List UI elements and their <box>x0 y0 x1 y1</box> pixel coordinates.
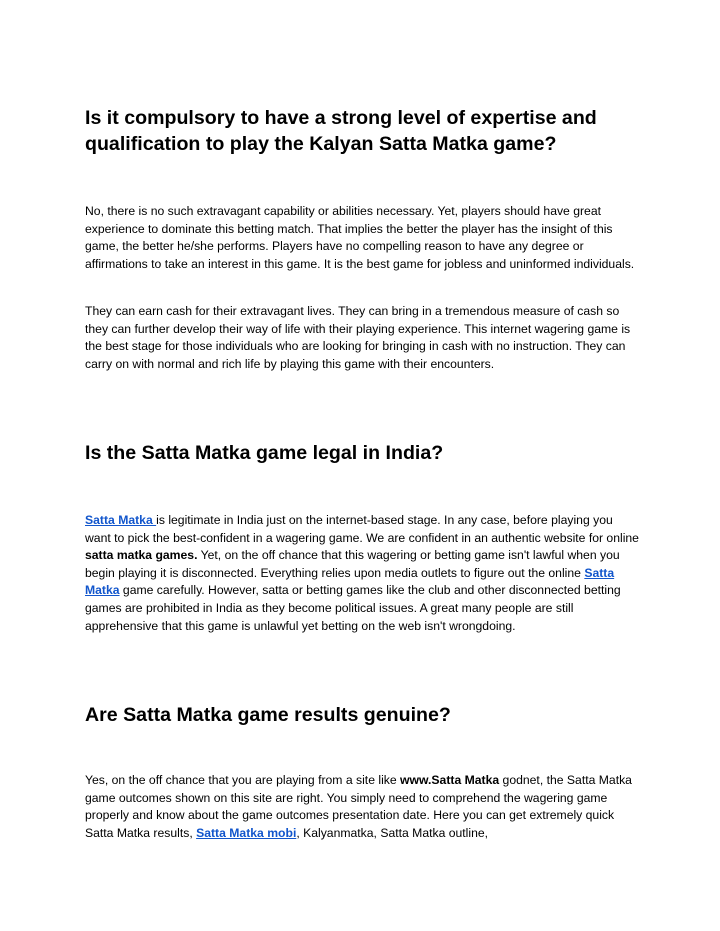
satta-matka-link-2[interactable]: Satta Matka <box>85 565 615 598</box>
legal-text-1: is legitimate in India just on the internet-based stage. In any case, before playing you want to pick the best-confident in a wagering game. We are confident in an authentic website for online <box>85 513 639 545</box>
legal-bold-games: satta matka games. <box>85 548 198 563</box>
heading-expertise: Is it compulsory to have a strong level of expertise and qualification to play the Kalyan Satta Matka game? <box>85 107 597 155</box>
results-bold-site: www.Satta Matka <box>400 773 500 787</box>
satta-matka-link[interactable]: Satta Matka <box>85 513 157 527</box>
paragraph-no-expertise: No, there is no such extravagant capability or abilities necessary. Yet, players should have great experience to dominate this betting match. That implies the better the player has the insight of this game, the better he/she performs. Players have no compelling reason to have any degree or affirmations to take an interest in this game. It is the best game for jobless and uninformed individuals. <box>85 204 635 271</box>
legal-text-2: Yet, on the off chance that this wagering or betting game isn't lawful when you begin playing it is disconnected. Everything relies upon media outlets to figure out the online <box>85 548 620 580</box>
results-text-1: Yes, on the off chance that you are playing from a site like <box>85 773 401 787</box>
satta-matka-mobi-link[interactable]: Satta Matka mobi <box>196 825 297 840</box>
heading-results-genuine: Are Satta Matka game results genuine? <box>85 704 451 726</box>
paragraph-legal <box>85 512 640 635</box>
paragraph-earn-cash: They can earn cash for their extravagant lives. They can bring in a tremendous measure of cash so they can further develop their way of life with their playing experience. This internet wagering game is the best stage for those individuals who are looking for bringing in cash with no instruction. They can carry on with normal and rich life by playing this game with their encounters. <box>85 304 631 371</box>
paragraph-results <box>85 772 640 842</box>
heading-legal-india: Is the Satta Matka game legal in India? <box>85 442 444 464</box>
legal-text-3: game carefully. However, satta or betting games like the club and other disconnected betting games are prohibited in India as they become political issues. A great many people are still apprehensive that this game is unlawful yet betting on the web isn't wrongdoing. <box>85 583 621 633</box>
results-text-2: godnet, the Satta Matka game outcomes shown on this site are right. You simply need to comprehend the wagering game properly and know about the game outcomes presentation date. Here you can get extremely quick Satta Matka results, <box>85 773 632 840</box>
results-text-3: , Kalyanmatka, Satta Matka outline, <box>296 825 489 840</box>
